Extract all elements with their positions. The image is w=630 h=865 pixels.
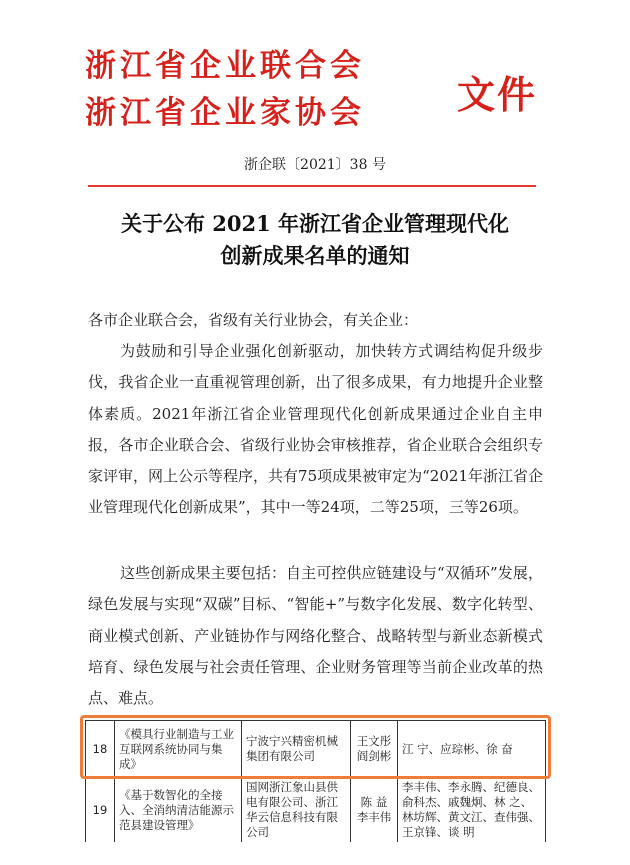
issuer-name-2: 浙江省企业家协会 xyxy=(85,95,365,131)
organization: 宁波宁兴精密机械集团有限公司 xyxy=(242,721,351,778)
project-name: 《模具行业制造与工业互联网系统协同与集成》 xyxy=(115,721,242,778)
body-paragraph-2: 这些创新成果主要包括：自主可控供应链建设与“双循环”发展，绿色发展与实现“双碳”目标、“智能+”与数字化发展、数字化转型、商业模式创新、产业链协作与网络化整合、战略转型与新业态新模式培育、绿色发展与社会责任管理、企业财务管理等当前企业改革的热点、难点。 xyxy=(88,564,543,708)
notice-title-line-2: 创新成果名单的通知 xyxy=(220,243,410,268)
lead-persons: 陈 益 李丰伟 xyxy=(351,778,398,843)
row-number: 18 xyxy=(86,721,115,778)
row-number: 19 xyxy=(86,778,115,843)
organization: 国网浙江象山县供电有限公司、浙江华云信息科技有限公司 xyxy=(242,778,351,843)
results-table xyxy=(85,720,550,842)
document-type: 文件 xyxy=(457,73,538,117)
project-name: 《基于数智化的全接入、全消纳清洁能源示范县建设管理》 xyxy=(115,778,242,843)
document-header xyxy=(85,40,555,145)
team-members: 李丰伟、李永腾、纪德良、俞科杰、戚魏炯、林 之、林坊辉、黄文江、查伟强、王京锋、谈 明 xyxy=(398,778,546,843)
notice-title-line-1: 关于公布 2021 年浙江省企业管理现代化 xyxy=(120,211,510,236)
table-row xyxy=(86,778,546,843)
table-row xyxy=(86,721,546,778)
team-members: 江 宁、应琮彬、徐 奋 xyxy=(398,721,546,778)
body-paragraph-1: 为鼓励和引导企业强化创新驱动，加快转方式调结构促升级步伐，我省企业一直重视管理创新，出了很多成果，有力地提升企业整体素质。2021年浙江省企业管理现代化创新成果通过企业自主申报，各市企业联合会、省级行业协会审核推荐，省企业联合会组织专家评审，网上公示等程序，共有75项成果被审定为“2021年浙江省企业管理现代化创新成果”，其中一等24项，二等25项，三等26项。 xyxy=(88,342,543,517)
lead-persons: 王文彤 阎剑彬 xyxy=(351,721,398,778)
salutation: 各市企业联合会，省级有关行业协会，有关企业： xyxy=(88,311,419,329)
document-number: 浙企联〔2021〕38 号 xyxy=(244,157,386,173)
issuer-name-1: 浙江省企业联合会 xyxy=(85,48,365,84)
header-divider xyxy=(88,185,536,187)
